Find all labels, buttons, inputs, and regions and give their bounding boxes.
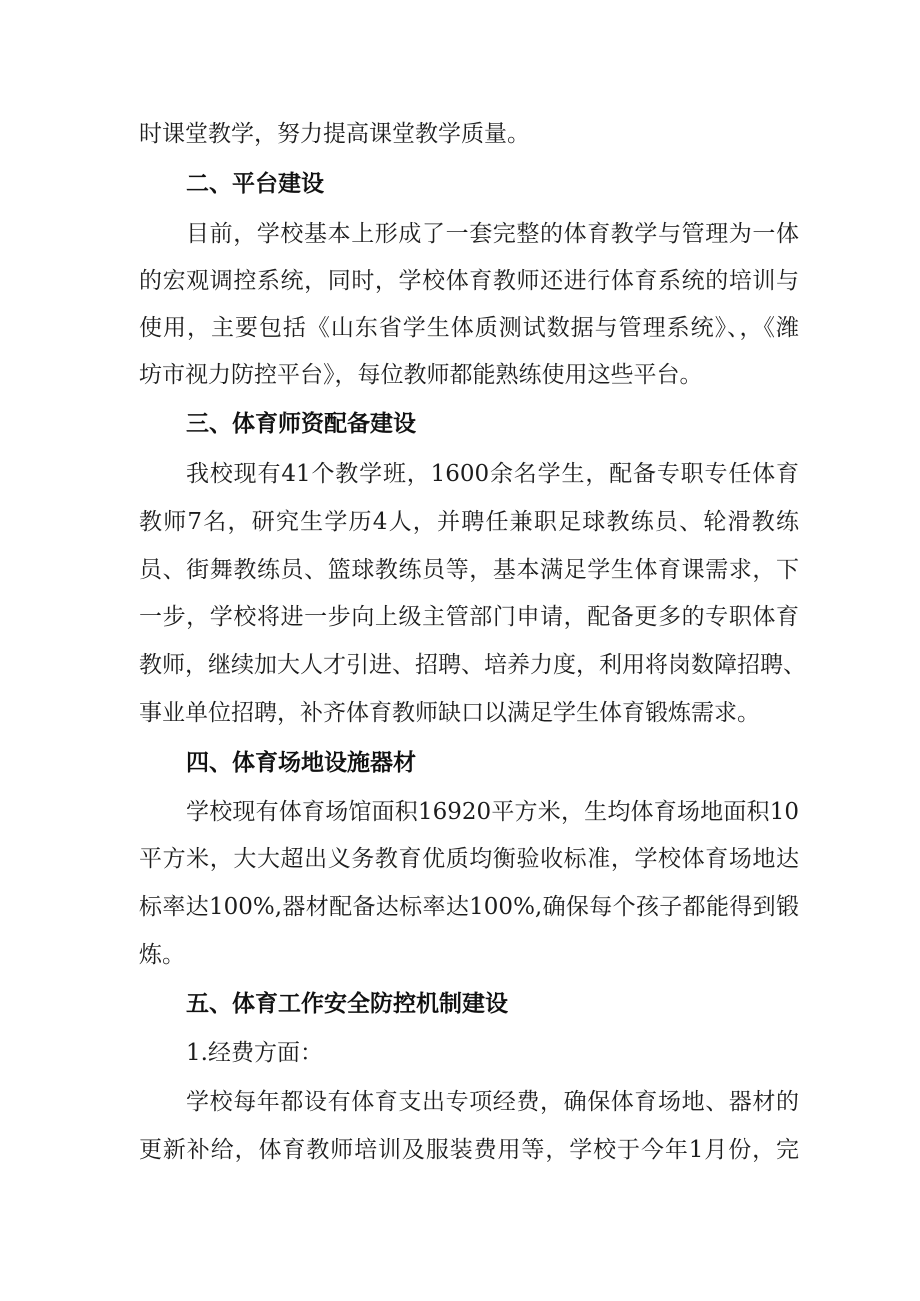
paragraph-line: 教师7名，研究生学历4人，并聘任兼职足球教练员、轮滑教练 [139, 509, 799, 535]
paragraph-line: 的宏观调控系统，同时，学校体育教师还进行体育系统的培训与 [139, 268, 799, 294]
paragraph-line: 学校每年都设有体育支出专项经费，确保体育场地、器材的 [186, 1089, 799, 1115]
section-heading-facilities: 四、体育场地设施器材 [186, 750, 416, 776]
paragraph-line: 我校现有41个教学班，1600余名学生，配备专职专任体育 [186, 461, 799, 487]
paragraph-line: 教师，继续加大人才引进、招聘、培养力度，利用将岗数障招聘、 [139, 652, 806, 678]
paragraph-line: 使用，主要包括《山东省学生体质测试数据与管理系统》、，《潍 [139, 315, 799, 341]
paragraph-line: 事业单位招聘，补齐体育教师缺口以满足学生体育锻炼需求。 [139, 700, 760, 726]
paragraph-line: 坊市视力防控平台》，每位教师都能熟练使用这些平台。 [139, 362, 703, 388]
section-heading-staffing: 三、体育师资配备建设 [186, 411, 416, 437]
subheading-funding: 1.经费方面： [186, 1040, 323, 1066]
paragraph-line: 员、街舞教练员、篮球教练员等，基本满足学生体育课需求，下 [139, 557, 799, 583]
paragraph-line: 平方米，大大超出义务教育优质均衡验收标准，学校体育场地达 [139, 846, 799, 872]
paragraph-line: 更新补给，体育教师培训及服装费用等，学校于今年1月份，完 [139, 1137, 799, 1163]
paragraph-line: 目前，学校基本上形成了一套完整的体育教学与管理为一体 [186, 221, 799, 247]
paragraph-line: 炼。 [139, 942, 185, 968]
paragraph-line: 一步，学校将进一步向上级主管部门申请，配备更多的专职体育 [139, 604, 799, 630]
section-heading-platform: 二、平台建设 [186, 171, 324, 197]
section-heading-safety: 五、体育工作安全防控机制建设 [186, 991, 508, 1017]
paragraph-line: 学校现有体育场馆面积16920平方米，生均体育场地面积10 [186, 799, 799, 825]
paragraph-line: 标率达100%,器材配备达标率达100%,确保每个孩子都能得到锻 [139, 894, 799, 920]
paragraph-line: 时课堂教学，努力提高课堂教学质量。 [139, 121, 530, 147]
